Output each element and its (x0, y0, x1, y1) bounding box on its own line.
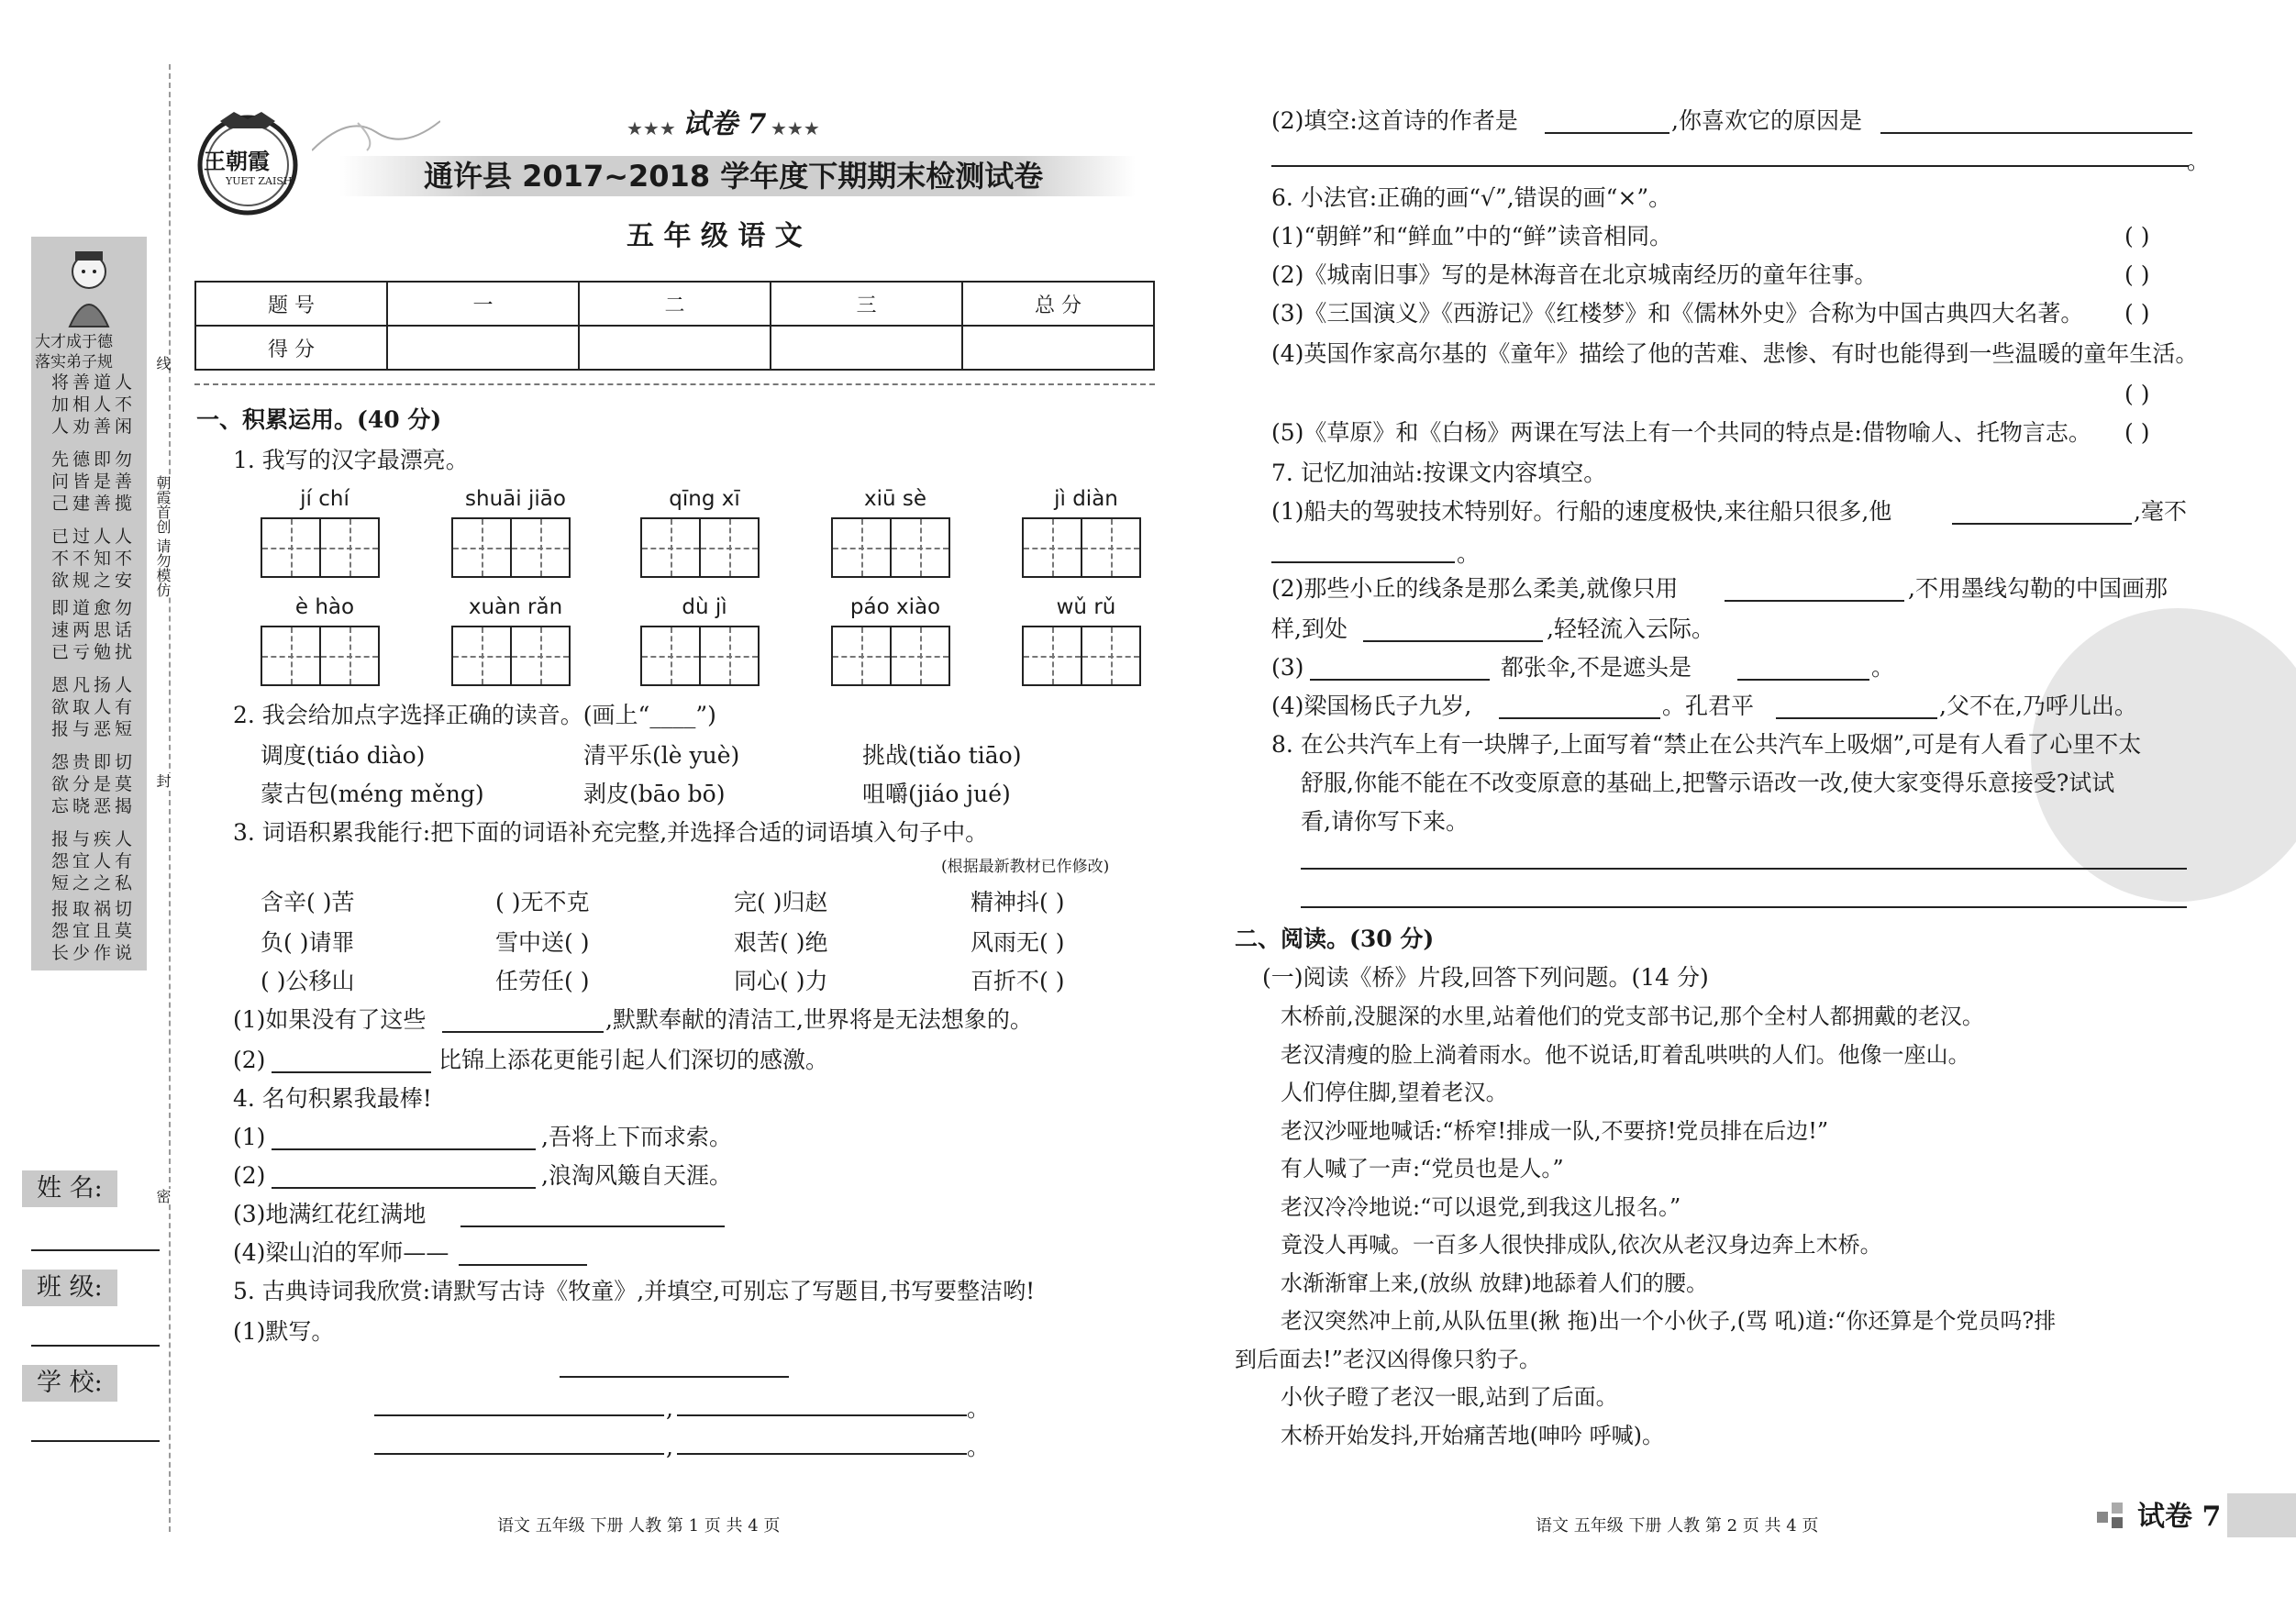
motto-line-2-1: 不不知不 (51, 549, 137, 569)
score-table (194, 281, 1155, 371)
passage-line-6: 老汉冷冷地说:“可以退党,到我这儿报名。” (1281, 1193, 1681, 1220)
writing-cell[interactable] (261, 517, 321, 578)
judge-answer-2[interactable]: ( ) (2124, 261, 2150, 288)
q7-2-blank-a[interactable] (1725, 600, 1904, 602)
writing-cell[interactable] (510, 517, 571, 578)
writing-cell[interactable] (319, 626, 380, 686)
q3-sentence-2-pre: (2) (233, 1047, 266, 1073)
q7-1-blank-b[interactable] (1271, 561, 1455, 563)
judge-item-3: (3)《三国演义》《西游记》《红楼梦》和《儒林外史》合称为中国古典四大名著。 (1271, 300, 2084, 327)
poem-period-2: 。 (967, 1434, 991, 1460)
judge-item-1: (1)“朝鲜”和“鲜血”中的“鲜”读音相同。 (1271, 223, 1673, 250)
judge-answer-3[interactable]: ( ) (2124, 300, 2150, 327)
badge-dot-1 (2097, 1512, 2108, 1523)
score-header-question: 题 号 (195, 282, 387, 326)
q7-3-blank-b[interactable] (1737, 679, 1869, 681)
poem-line-1a[interactable] (374, 1414, 664, 1416)
idiom-fill-12[interactable]: 百折不( ) (971, 968, 1065, 994)
seal-label-line: 线 (154, 356, 172, 371)
passage-line-5: 有人喊了一声:“党员也是人。” (1281, 1156, 1564, 1181)
poem-comma-2: , (666, 1434, 673, 1460)
q2-item-6[interactable]: 咀嚼(jiáo jué) (862, 781, 1011, 807)
motto-line-0-0: 将善道人 (51, 372, 137, 393)
q5-2-period: 。 (2187, 148, 2211, 174)
q4-2-post: ,浪淘风簸自天涯。 (541, 1162, 732, 1189)
idiom-fill-11[interactable]: 同心( )力 (734, 968, 828, 994)
q2-item-1[interactable]: 调度(tiáo diào) (261, 742, 426, 769)
q7-1-post: ,毫不 (2134, 498, 2187, 525)
q5-2-reason-line-2[interactable] (1271, 165, 2189, 167)
poem-line-2a[interactable] (374, 1453, 664, 1455)
q8-line-2: 舒服,你能不能在不改变原意的基础上,把警示语改一改,使大家变得乐意接受?试试 (1301, 770, 2115, 796)
q4-4-text: (4)梁山泊的军师—— (233, 1239, 449, 1266)
q2-item-4[interactable]: 蒙古包(méng měng) (261, 781, 484, 807)
passage-line-12: 木桥开始发抖,开始痛苦地(呻吟 呼喊)。 (1281, 1422, 1664, 1448)
passage-line-7: 竟没人再喊。一百多人很快排成队,依次从老汉身边奔上木桥。 (1281, 1232, 1882, 1258)
section-2-title: 二、阅读。(30 分) (1235, 926, 1435, 952)
q4-2-blank[interactable] (272, 1187, 536, 1189)
writing-cell[interactable] (831, 517, 892, 578)
passage-line-3: 人们停住脚,望着老汉。 (1281, 1080, 1508, 1105)
passage-line-11: 小伙子瞪了老汉一眼,站到了后面。 (1281, 1384, 1618, 1410)
score-cell-2[interactable] (579, 326, 771, 370)
q6-title: 6. 小法官:正确的画“√”,错误的画“×”。 (1271, 184, 1672, 211)
passage-line-2: 老汉清瘦的脸上淌着雨水。他不说话,盯着乱哄哄的人们。他像一座山。 (1281, 1041, 1970, 1068)
idiom-fill-1[interactable]: 含辛( )苦 (261, 889, 355, 915)
poem-comma-1: , (666, 1395, 673, 1422)
writing-cell[interactable] (640, 517, 701, 578)
class-label: 班 级: (37, 1273, 103, 1302)
badge-dot-3 (2112, 1517, 2123, 1528)
section-divider (194, 383, 1155, 385)
motto-line-6-1: 怨宜人有 (51, 851, 137, 871)
motto-line-3-0: 即道愈勿 (51, 598, 137, 618)
pinyin-label: è hào (294, 595, 355, 619)
badge-shade (2227, 1493, 2296, 1537)
motto-line-2-0: 已过人人 (51, 527, 137, 547)
q7-4-mid: 。孔君平 (1662, 693, 1755, 719)
q3-sentence-2-blank[interactable] (272, 1071, 431, 1073)
q7-3-blank-a[interactable] (1310, 679, 1490, 681)
q7-4-blank-a[interactable] (1499, 717, 1660, 719)
score-header-1: 一 (387, 282, 579, 326)
exam-subject: 五 年 级 语 文 (627, 220, 803, 252)
motto-line-3-1: 速两思话 (51, 620, 137, 640)
idiom-fill-2[interactable]: ( )无不克 (495, 889, 590, 915)
q8-answer-line-1[interactable] (1301, 868, 2187, 870)
q4-1-pre: (1) (233, 1124, 266, 1150)
writing-cell[interactable] (699, 626, 760, 686)
motto-line-5-0: 怨贵即切 (51, 752, 137, 772)
q4-title: 4. 名句积累我最棒! (233, 1085, 432, 1112)
pinyin-label: qīng xī (669, 487, 740, 511)
q7-2b-post: ,轻轻流入云际。 (1547, 616, 1714, 642)
q7-3-mid: 都张伞,不是遮头是 (1501, 654, 1691, 681)
writing-cell[interactable] (640, 626, 701, 686)
motto-line-2-2: 欲规之安 (51, 571, 137, 591)
q8-line-1: 8. 在公共汽车上有一块牌子,上面写着“禁止在公共汽车上吸烟”,可是有人看了心里不太 (1271, 731, 2142, 758)
motto-line-0-1: 加相人不 (51, 394, 137, 415)
seal-label-seal: 封 (154, 773, 172, 788)
ribbon-decoration (312, 114, 440, 160)
q7-3-period: 。 (1871, 654, 1895, 681)
score-header-total: 总 分 (962, 282, 1154, 326)
q2-item-5[interactable]: 剥皮(bāo bō) (583, 781, 726, 807)
judge-item-5: (5)《草原》和《白杨》两课在写法上有一个共同的特点是:借物喻人、托物言志。 (1271, 419, 2091, 446)
idiom-fill-6[interactable]: 雪中送( ) (495, 929, 590, 956)
q4-3-text: (3)地满红花红满地 (233, 1201, 427, 1227)
reading-1-title: (一)阅读《桥》片段,回答下列问题。(14 分) (1262, 964, 1709, 991)
footer-left: 语文 五年级 下册 人教 第 1 页 共 4 页 (497, 1516, 781, 1536)
passage-line-4: 老汉沙哑地喊话:“桥窄!排成一队,不要挤!党员排在后边!” (1281, 1117, 1829, 1144)
motto-line-0-2: 人劝善闲 (51, 416, 137, 437)
q2-title: 2. 我会给加点字选择正确的读音。(画上“____”) (233, 702, 716, 728)
poem-line-1b[interactable] (677, 1414, 967, 1416)
q7-2b-pre: 样,到处 (1271, 616, 1348, 642)
writing-cell[interactable] (890, 626, 950, 686)
q4-3-blank[interactable] (460, 1225, 725, 1227)
school-field[interactable] (31, 1440, 160, 1442)
q5-1-text: (1)默写。 (233, 1318, 335, 1345)
writing-cell[interactable] (890, 517, 950, 578)
q7-title: 7. 记忆加油站:按课文内容填空。 (1271, 460, 1607, 486)
idiom-fill-3[interactable]: 完( )归赵 (734, 889, 828, 915)
judge-item-4: (4)英国作家高尔基的《童年》描绘了他的苦难、悲惨、有时也能得到一些温暖的童年生活。 (1271, 340, 2199, 367)
section-1-title: 一、积累运用。(40 分) (196, 406, 442, 433)
q7-4-blank-b[interactable] (1776, 717, 1937, 719)
pinyin-label: jí chí (300, 487, 349, 511)
pinyin-label: xiū sè (863, 487, 927, 511)
q4-1-post: ,吾将上下而求索。 (541, 1124, 732, 1150)
q5-title: 5. 古典诗词我欣赏:请默写古诗《牧童》,并填空,可别忘了写题目,书写要整洁哟! (233, 1278, 1036, 1304)
logo-subtext: YUET ZAISH (226, 175, 293, 187)
motto-line-1-1: 问皆是善 (51, 471, 137, 492)
passage-line-9: 老汉突然冲上前,从队伍里(揪 拖)出一个小伙子,(骂 吼)道:“你还算是个党员吗?排 (1281, 1308, 2057, 1334)
score-header-2: 二 (579, 282, 771, 326)
q7-1-blank-a[interactable] (1952, 523, 2132, 525)
motto-line-6-2: 短之之私 (51, 873, 137, 893)
q7-2-blank-b[interactable] (1363, 640, 1543, 642)
q3-note: (根据最新教材已作修改) (941, 858, 1110, 876)
pinyin-label: shuāi jiāo (465, 487, 566, 511)
judge-answer-5[interactable]: ( ) (2124, 419, 2150, 446)
q7-2-post: ,不用墨线勾勒的中国画那 (1908, 575, 2168, 602)
writing-cell[interactable] (1081, 517, 1141, 578)
writing-cell[interactable] (510, 626, 571, 686)
poem-title-blank[interactable] (560, 1376, 789, 1378)
writing-cell[interactable] (699, 517, 760, 578)
poem-period-1: 。 (967, 1395, 991, 1422)
writing-cell[interactable] (451, 626, 512, 686)
school-label: 学 校: (37, 1369, 103, 1397)
paper-stars-right: ★★★ (771, 117, 820, 139)
pinyin-label: páo xiào (849, 595, 941, 619)
motto-line-7-1: 怨宜且莫 (51, 921, 137, 941)
q4-2-pre: (2) (233, 1162, 266, 1189)
q3-sentence-1-post: ,默默奉献的清洁工,世界将是无法想象的。 (605, 1006, 1033, 1033)
writing-cell[interactable] (1081, 626, 1141, 686)
q5-2-author-blank[interactable] (1545, 132, 1669, 134)
q3-sentence-1-blank[interactable] (442, 1031, 604, 1033)
judge-item-2: (2)《城南旧事》写的是林海音在北京城南经历的童年往事。 (1271, 261, 1878, 288)
q7-4-pre: (4)梁国杨氏子九岁, (1271, 693, 1472, 719)
q8-line-3: 看,请你写下来。 (1301, 808, 1469, 835)
name-field[interactable] (31, 1249, 160, 1251)
writing-cell[interactable] (451, 517, 512, 578)
idiom-fill-4[interactable]: 精神抖( ) (971, 889, 1065, 915)
motto-line-1-0: 先德即勿 (51, 449, 137, 470)
class-field[interactable] (31, 1345, 160, 1347)
writing-cell[interactable] (319, 517, 380, 578)
writing-cell[interactable] (1022, 517, 1082, 578)
writing-cell[interactable] (831, 626, 892, 686)
pinyin-label: wǔ rǔ (1056, 595, 1116, 619)
score-header-3: 三 (771, 282, 962, 326)
motto-line-3-2: 已亏勉扰 (51, 642, 137, 662)
poem-line-2b[interactable] (677, 1453, 967, 1455)
passage-line-8: 水渐渐窜上来,(放纵 放肆)地舔着人们的腰。 (1281, 1270, 1708, 1296)
motto-line-7-2: 长少作说 (51, 943, 137, 963)
motto-line-5-2: 忘晓恶揭 (51, 796, 137, 816)
paper-stars-left: ★★★ (627, 117, 676, 139)
score-row-label: 得 分 (195, 326, 387, 370)
pinyin-label: jì diàn (1054, 487, 1118, 511)
q8-answer-line-2[interactable] (1301, 906, 2187, 908)
score-cell-1[interactable] (387, 326, 579, 370)
motto-line-1-2: 己建善揽 (51, 494, 137, 514)
q2-item-2[interactable]: 清平乐(lè yuè) (583, 742, 740, 769)
idiom-fill-10[interactable]: 任劳任( ) (495, 968, 590, 994)
badge-dot-2 (2112, 1503, 2123, 1514)
q7-4-post: ,父不在,乃呼儿出。 (1939, 693, 2137, 719)
q3-sentence-2-post: 比锦上添花更能引起人们深切的感激。 (438, 1047, 829, 1073)
pinyin-label: dù jì (682, 595, 727, 619)
idiom-fill-8[interactable]: 风雨无( ) (971, 929, 1065, 956)
q7-2-pre: (2)那些小丘的线条是那么柔美,就像只用 (1271, 575, 1679, 602)
q5-2-reason-blank[interactable] (1880, 132, 2192, 134)
score-cell-3[interactable] (771, 326, 962, 370)
writing-cell[interactable] (261, 626, 321, 686)
q5-2-mid: ,你喜欢它的原因是 (1671, 107, 1862, 134)
score-cell-total[interactable] (962, 326, 1154, 370)
pinyin-label: xuàn rǎn (468, 595, 563, 619)
logo-text: 王朝霞 (204, 148, 270, 174)
judge-answer-1[interactable]: ( ) (2124, 223, 2150, 250)
footer-right: 语文 五年级 下册 人教 第 2 页 共 4 页 (1536, 1516, 1819, 1536)
name-label: 姓 名: (37, 1174, 103, 1203)
q4-4-blank[interactable] (459, 1264, 587, 1266)
motto-line-4-1: 欲取人有 (51, 697, 137, 717)
idiom-fill-9[interactable]: ( )公移山 (261, 968, 355, 994)
scholar-figure (57, 246, 121, 328)
judge-answer-4[interactable]: ( ) (2124, 381, 2150, 407)
q7-3-pre: (3) (1271, 654, 1304, 681)
seal-label-close: 密 (154, 1189, 172, 1203)
motto-line-4-0: 恩凡扬人 (51, 675, 137, 695)
writing-cell[interactable] (1022, 626, 1082, 686)
q3-sentence-1-pre: (1)如果没有了这些 (233, 1006, 427, 1033)
q7-1-period: 。 (1457, 540, 1481, 567)
passage-line-1: 木桥前,没腿深的水里,站着他们的党支部书记,那个全村人都拥戴的老汉。 (1281, 1004, 1984, 1029)
motto-line-1: 大才成于德 (35, 333, 113, 351)
q4-1-blank[interactable] (272, 1148, 536, 1150)
q3-title: 3. 词语积累我能行:把下面的词语补充完整,并选择合适的词语填入句子中。 (233, 819, 989, 846)
q1-title: 1. 我写的汉字最漂亮。 (233, 447, 469, 473)
binding-line (169, 64, 171, 1532)
seal-label-notice: 朝霞首创 请勿模仿 (154, 475, 172, 598)
motto-line-4-2: 报与恶短 (51, 719, 137, 739)
motto-line-2: 落实弟子规 (35, 353, 113, 372)
motto-line-7-0: 报取祸切 (51, 899, 137, 919)
paper-badge: 试卷 7 (2137, 1501, 2222, 1533)
exam-title: 通许县 2017~2018 学年度下期期末检测试卷 (424, 159, 1044, 194)
paper-number: 试卷 7 (682, 108, 767, 140)
q2-item-3[interactable]: 挑战(tiǎo tiāo) (862, 742, 1022, 769)
q7-1-pre: (1)船夫的驾驶技术特别好。行船的速度极快,来往船只很多,他 (1271, 498, 1892, 525)
idiom-fill-7[interactable]: 艰苦( )绝 (734, 929, 828, 956)
q5-2-pre: (2)填空:这首诗的作者是 (1271, 107, 1518, 134)
motto-line-5-1: 欲分是莫 (51, 774, 137, 794)
passage-line-10: 到后面去!”老汉凶得像只豹子。 (1235, 1346, 1541, 1372)
motto-line-6-0: 报与疾人 (51, 829, 137, 849)
idiom-fill-5[interactable]: 负( )请罪 (261, 929, 355, 956)
